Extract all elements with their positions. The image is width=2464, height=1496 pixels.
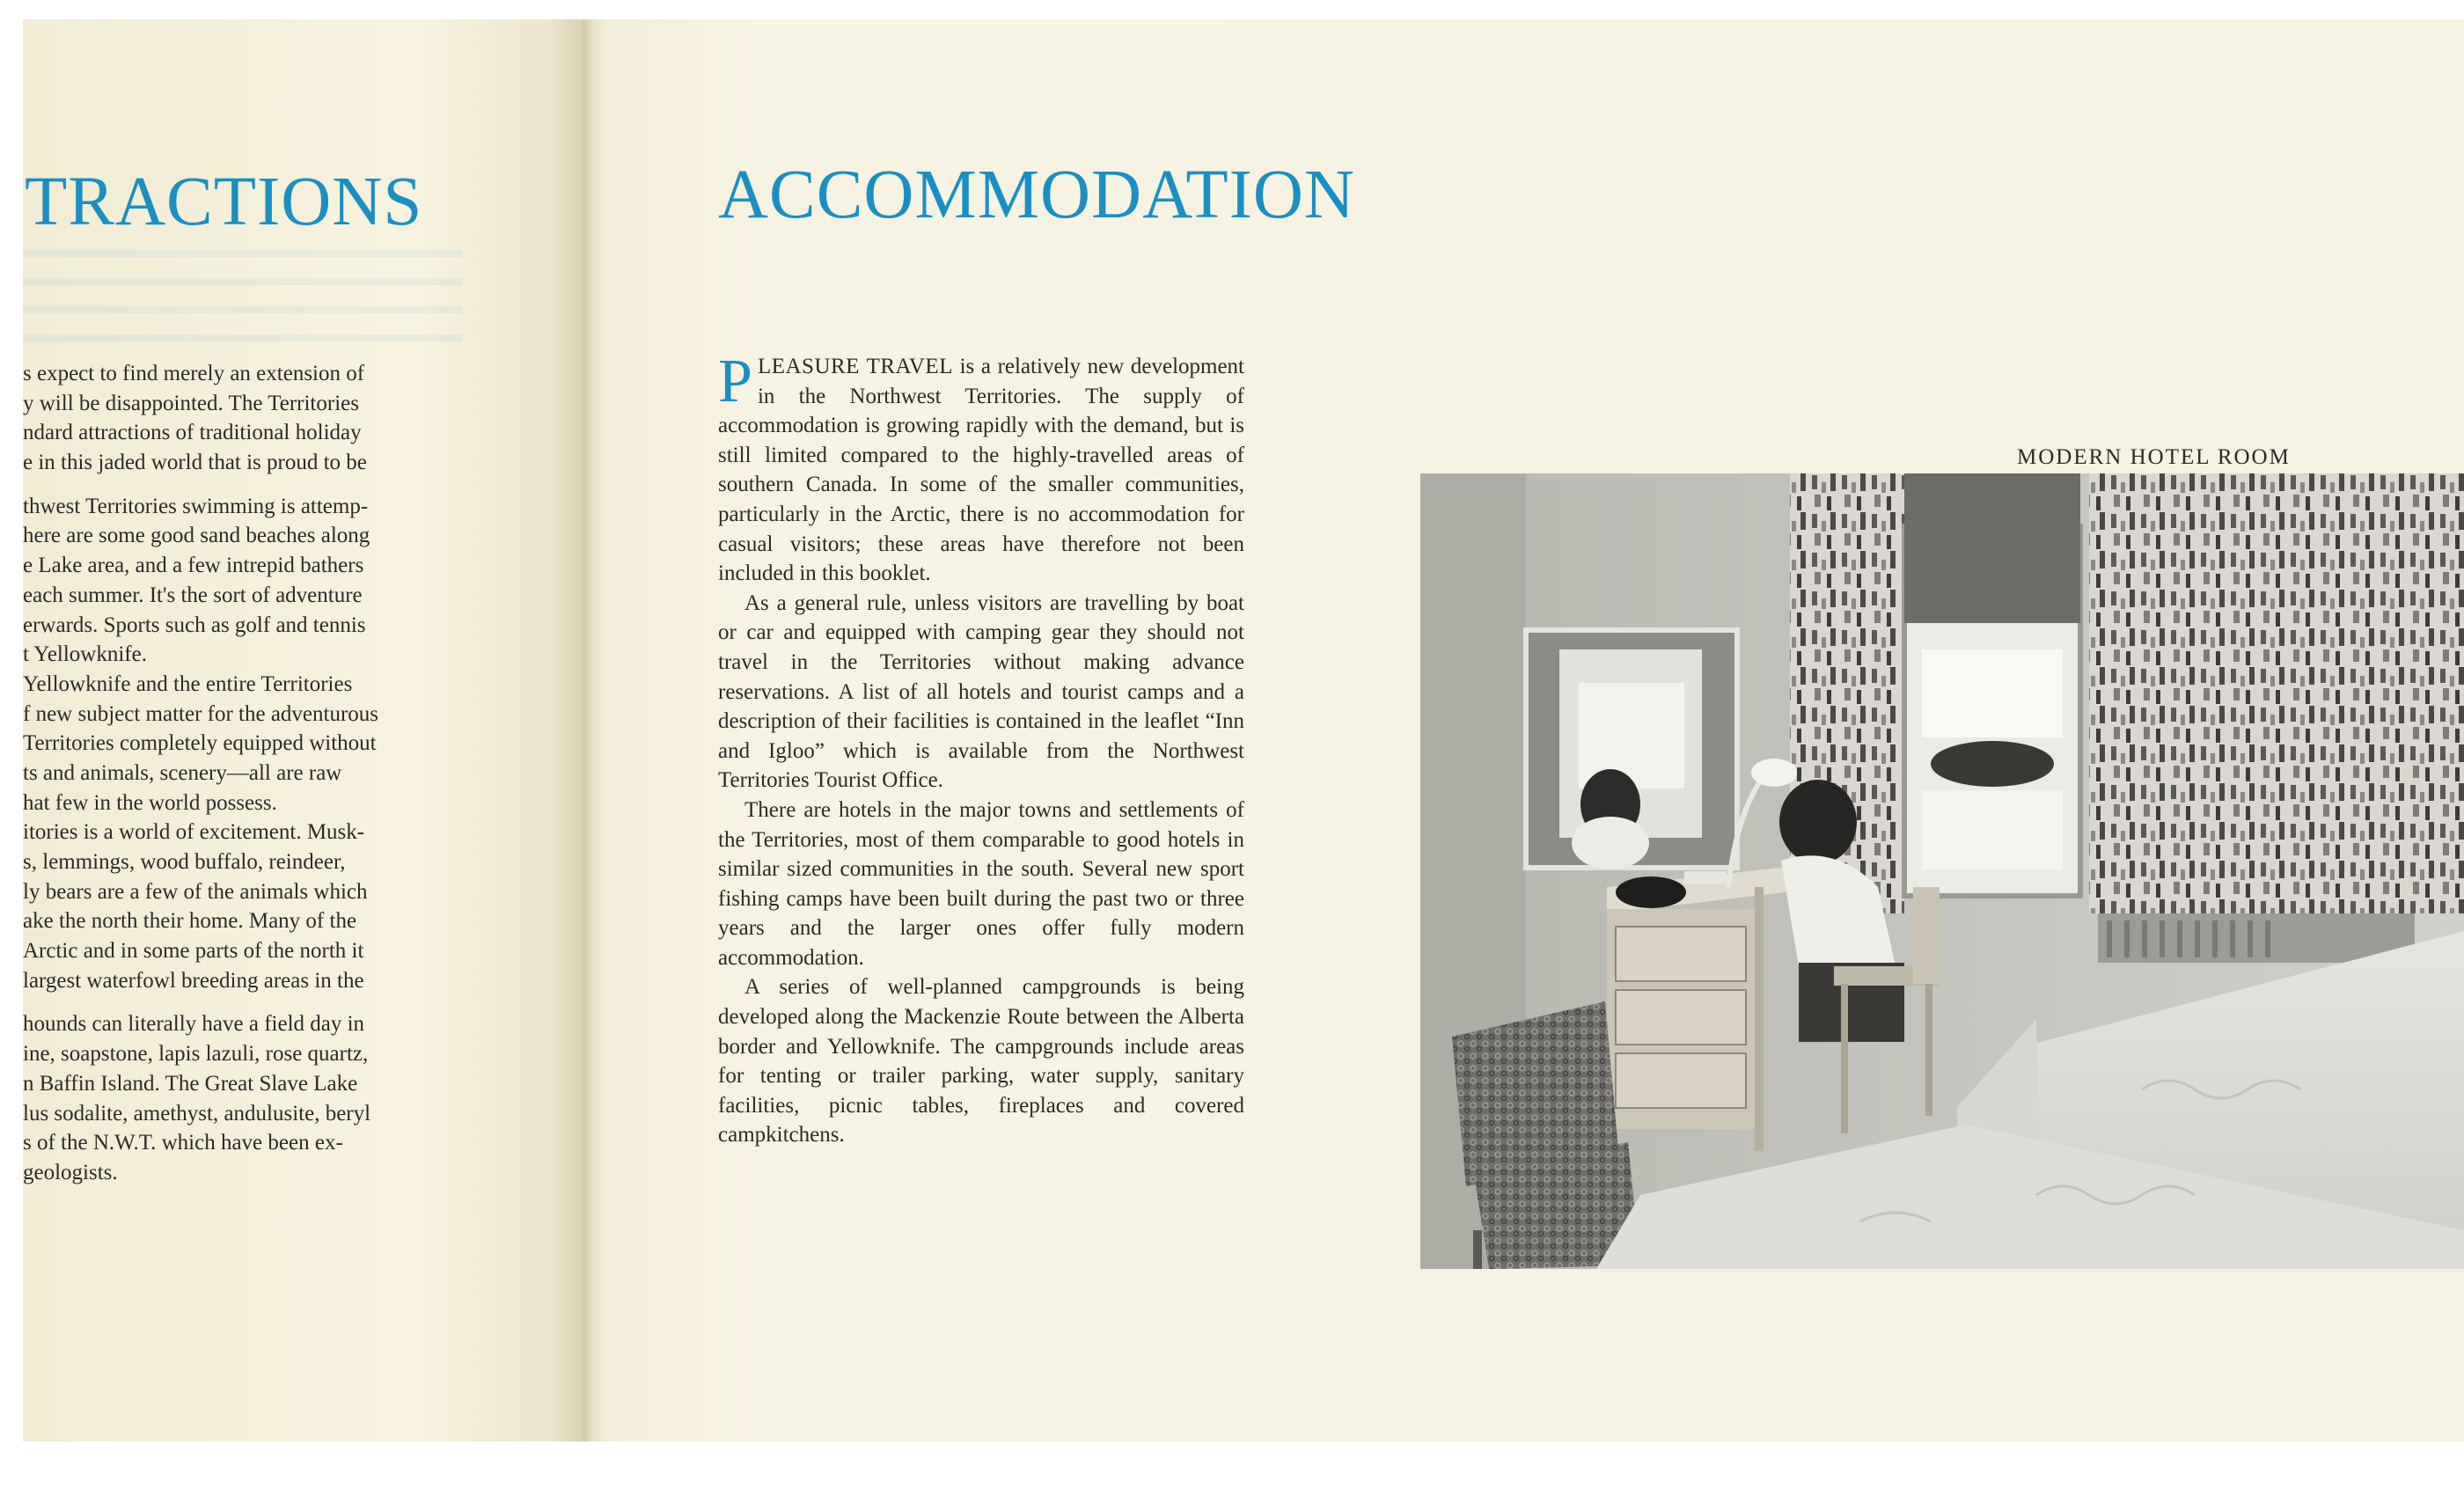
text-line: ly bears are a few of the animals which [23, 879, 368, 904]
text-line: ts and animals, scenery—all are raw [23, 760, 342, 785]
text-line: hat few in the world possess. [23, 790, 277, 815]
lead-in-text: LEASURE TRAVEL [757, 355, 953, 378]
text-line: t Yellowknife. [23, 642, 147, 667]
text-line: n Baffin Island. The Great Slave Lake [23, 1071, 358, 1096]
paragraph-4: A series of well-planned campgrounds is being developed along the Mackenzie Route between the Alberta border and Yellowknife. The campgrounds include areas for tenting or trailer parking, water supply, sanitary facilities, picnic tables, fireplaces and covered campkitchens. [718, 975, 1244, 1148]
text-line: here are some good sand beaches along [23, 524, 370, 548]
paragraph-3: There are hotels in the major towns and settlements of the Territories, most of them comparable to good hotels in similar sized communities in the south. Several new sport fishing camps have been built during the past two or three years and the larger ones offer fully modern accommodation. [718, 797, 1244, 970]
text-line: Territories completely equipped without [23, 731, 377, 756]
text-line: Arctic and in some parts of the north it [23, 939, 364, 964]
paragraph-2: As a general rule, unless visitors are travelling by boat or car and equipped with camping gear they should not travel in the Territories without making advance reservations. A list of all hotels and tourist camps and a description of their facilities is contained in the leaflet “Inn and Igloo” which is available from the Northwest Territories Tourist Office. [718, 590, 1244, 793]
text-line: ake the north their home. Many of the [23, 909, 357, 934]
text-line: erwards. Sports such as golf and tennis [23, 612, 366, 637]
text-line: s, lemmings, wood buffalo, reindeer, [23, 850, 346, 874]
text-line: ndard attractions of traditional holiday [23, 421, 362, 445]
left-page [23, 19, 583, 1441]
paragraph-1-text: is a relatively new development in the Northwest Territories. The supply of accommodation is growing rapidly with the demand, but is still limited compared to the highly-travelled areas of southern Canada. In some of the smaller communities, particularly in the Arctic, there is no accommodation for casual visitors; these areas have therefore not been included in this booklet. [718, 355, 1245, 586]
photo-caption: MODERN HOTEL ROOM [2017, 445, 2291, 469]
paragraph-gap [23, 995, 444, 1009]
brochure-spread [23, 19, 2464, 1441]
hotel-room-illustration [1420, 473, 2464, 1269]
text-line: hounds can literally have a field day in [23, 1012, 365, 1037]
text-line: s of the N.W.T. which have been ex- [23, 1131, 343, 1155]
text-line: s expect to find merely an extension of [23, 362, 365, 385]
accommodation-heading: ACCOMMODATION [718, 157, 1356, 233]
text-line: e Lake area, and a few intrepid bathers [23, 554, 364, 578]
text-line: Yellowknife and the entire Territories [23, 671, 353, 696]
left-page-text-column [23, 359, 444, 1188]
text-line: each summer. It's the sort of adventure [23, 583, 363, 607]
text-line: largest waterfowl breeding areas in the [23, 968, 364, 993]
text-line: lus sodalite, amethyst, andulusite, beryl [23, 1101, 371, 1126]
paragraph-gap [23, 478, 444, 492]
left-page-heading: TRACTIONS [25, 164, 423, 240]
drop-cap: P [718, 348, 752, 415]
text-line: ine, soapstone, lapis lazuli, rose quartz, [23, 1042, 369, 1067]
accommodation-text-column [718, 348, 1245, 1150]
text-line: itories is a world of excitement. Musk- [23, 820, 365, 845]
text-line: y will be disappointed. The Territories [23, 391, 359, 415]
paragraph-1 [718, 348, 1245, 589]
text-line: thwest Territories swimming is attemp- [23, 494, 369, 518]
book-gutter [583, 19, 607, 1441]
text-line: e in this jaded world that is proud to be [23, 451, 367, 475]
text-line: f new subject matter for the adventurous [23, 701, 379, 726]
hotel-room-photo [1420, 473, 2464, 1269]
right-page [607, 19, 2464, 1441]
text-line: geologists. [23, 1160, 118, 1184]
faded-text-area [23, 250, 463, 356]
